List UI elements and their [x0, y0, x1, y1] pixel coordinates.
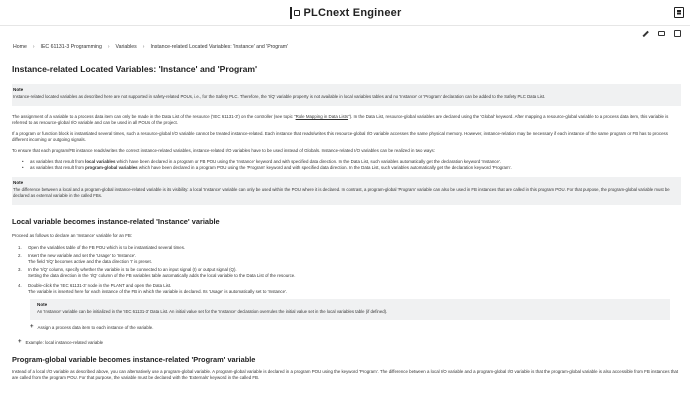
list-item-text: as variables that result from [30, 165, 86, 170]
step-text: Open the variables table of the FB POU which is to be instantiated several times. [28, 245, 186, 250]
breadcrumb-variables[interactable]: Variables [115, 44, 137, 50]
breadcrumb-separator-icon: › [142, 44, 145, 50]
note-title: Note [13, 87, 24, 92]
step-item [18, 253, 681, 265]
paragraph: Instead of a local I/O variable as described above, you can alternatively use a program-global variable. A program-global variable is declared in a program POU using the keyword 'Program'. The difference between a local I/O variable and a program-global I/O variable is that the program-global variable is also accessible from FB instances that are called from the program POU. For that purpose, the variable must be declared with the 'Externals' keyword in the called FB. [12, 369, 679, 380]
list-item-text: which have been declared in a program POU using the 'Program' keyword and with specified data direction. In the Data List, such variables automatically get the declaration keyword 'Program'. [137, 165, 512, 170]
note-body: An 'Instance' variable can be initialized in the 'IEC 61131-3' Data List. An initial value set for the 'Instance' declaration overrules the initial value set in the local variables table (if defined). [37, 309, 388, 314]
step-text: The variable is inserted here for each instance of the FB in which the variable is declared. Its 'Usage' is automatically set to 'Instance'. [28, 289, 288, 294]
topic-list-icon[interactable] [674, 7, 684, 18]
step-text: Setting the data direction in the 'I/Q' column of the FB variables table automatically adds the local variable to the Data List of the resource. [28, 273, 296, 278]
expandable-step-label: Assign a process data item to each instance of the variable. [37, 325, 154, 330]
paragraph-text: "). In the Data List, resource-global variables are declared using the 'Global' keyword. After mapping a resource-global variable to a process data item, this variable is referred to as resource-global I/O variable and can be used in all POUs of the project. [12, 114, 669, 125]
breadcrumb-iec[interactable]: IEC 61131-3 Programming [40, 44, 102, 50]
step-number: 3. [18, 267, 22, 272]
note-body: Instance-related located variables as described here are not supported in safety-related POUs, i.e., for the Safety PLC. Therefore, the 'I/Q' variable property is not available in local variables tables and no 'Instance' or 'Program' declaration can be added to the Safety PLC Data List. [13, 94, 546, 99]
role-mapping-link[interactable]: Role Mapping in Data Lists [295, 114, 349, 119]
step-item [18, 267, 681, 279]
plus-icon[interactable]: + [18, 339, 22, 345]
plus-icon[interactable]: + [30, 324, 34, 330]
paragraph: To ensure that each program/FB instance reads/writes the correct instance-related variables, instance-related I/O variables have to be used instead of Globals. Instance-related I/O variables can be realized in two ways: [12, 148, 435, 153]
step-item [18, 245, 681, 251]
step-number: 1. [18, 245, 22, 250]
note-title: Note [13, 180, 24, 185]
plcnext-logo-icon [289, 7, 299, 19]
section-heading: Program-global variable becomes instance-related 'Program' variable [12, 355, 256, 364]
paragraph: If a program or function block is instantiated several times, such a resource-global I/O variable cannot be treated instance-related. Each instance that reads/writes this resource-global I/O variable accesses the same physical memory. However, instance-relation may be necessary if each instance of the same program or FB has to process different incoming or outgoing signals. [12, 131, 668, 142]
example-label: Example: local instance-related variable [25, 340, 104, 345]
top-bar [0, 0, 690, 26]
bullet-list [22, 159, 681, 171]
list-item-text: which have been declared in a program or FB POU using the 'Instance' keyword and with specified data direction. In the Data List, such variables automatically get the declaration keyword 'Instance'. [115, 159, 501, 164]
step-list [18, 245, 681, 295]
inner-note-box [30, 299, 670, 320]
list-item [22, 165, 681, 171]
breadcrumb-separator-icon: › [107, 44, 110, 50]
note-body: The difference between a local and a program-global instance-related variable is its visibility: a local 'Instance' variable can only be used within the POU where it is declared. In contrast, a program-global 'Program' variable can also be used in FB instances that are called in this program POU. For that purpose, the program-global variable must be declared as external variable in the called FBs. [13, 187, 670, 198]
page-tools [642, 30, 681, 37]
paragraph: Proceed as follows to declare an 'Instance' variable for an FB: [12, 233, 133, 238]
step-number: 2. [18, 253, 22, 258]
breadcrumb-current: Instance-related Located Variables: 'Instance' and 'Program' [150, 44, 289, 50]
breadcrumb-home[interactable]: Home [13, 44, 27, 50]
section-heading: Local variable becomes instance-related 'Instance' variable [12, 217, 220, 226]
step-text: Double-click the 'IEC 61131-3' node in the PLANT and open the Data List. [28, 283, 172, 288]
expand-icon[interactable] [642, 30, 649, 37]
list-item-bold: local variables [85, 159, 116, 164]
breadcrumb [13, 44, 288, 50]
note-title: Note [37, 302, 48, 307]
note-box [12, 84, 681, 106]
print-icon[interactable] [658, 31, 665, 36]
step-text: In the 'I/Q' column, specify whether the variable is to be connected to an input signal (I) or output signal (Q). [28, 267, 237, 272]
expandable-step[interactable] [30, 325, 681, 330]
main-content [12, 64, 681, 386]
brand[interactable] [289, 7, 402, 19]
paragraph-text: The assignment of a variable to a process data item can only be made in the Data List of the resource ('IEC 61131-3') on the controller (see topic " [12, 114, 296, 119]
note-box [12, 177, 681, 205]
list-item-text: as variables that result from [30, 159, 86, 164]
breadcrumb-separator-icon: › [32, 44, 35, 50]
step-text: The field 'I/Q' becomes active and the data direction 'I' is preset. [28, 259, 152, 264]
list-item-bold: program-global variables [85, 165, 138, 170]
step-item [18, 283, 681, 295]
brand-name: PLCnext Engineer [303, 6, 402, 19]
page-title: Instance-related Located Variables: 'Instance' and 'Program' [12, 64, 258, 74]
pdf-icon[interactable] [674, 30, 681, 37]
paragraph [12, 114, 681, 126]
step-text: Insert the new variable and set the 'Usage' to 'Instance'. [28, 253, 137, 258]
step-number: 4. [18, 283, 22, 288]
example-expander[interactable] [18, 340, 681, 345]
